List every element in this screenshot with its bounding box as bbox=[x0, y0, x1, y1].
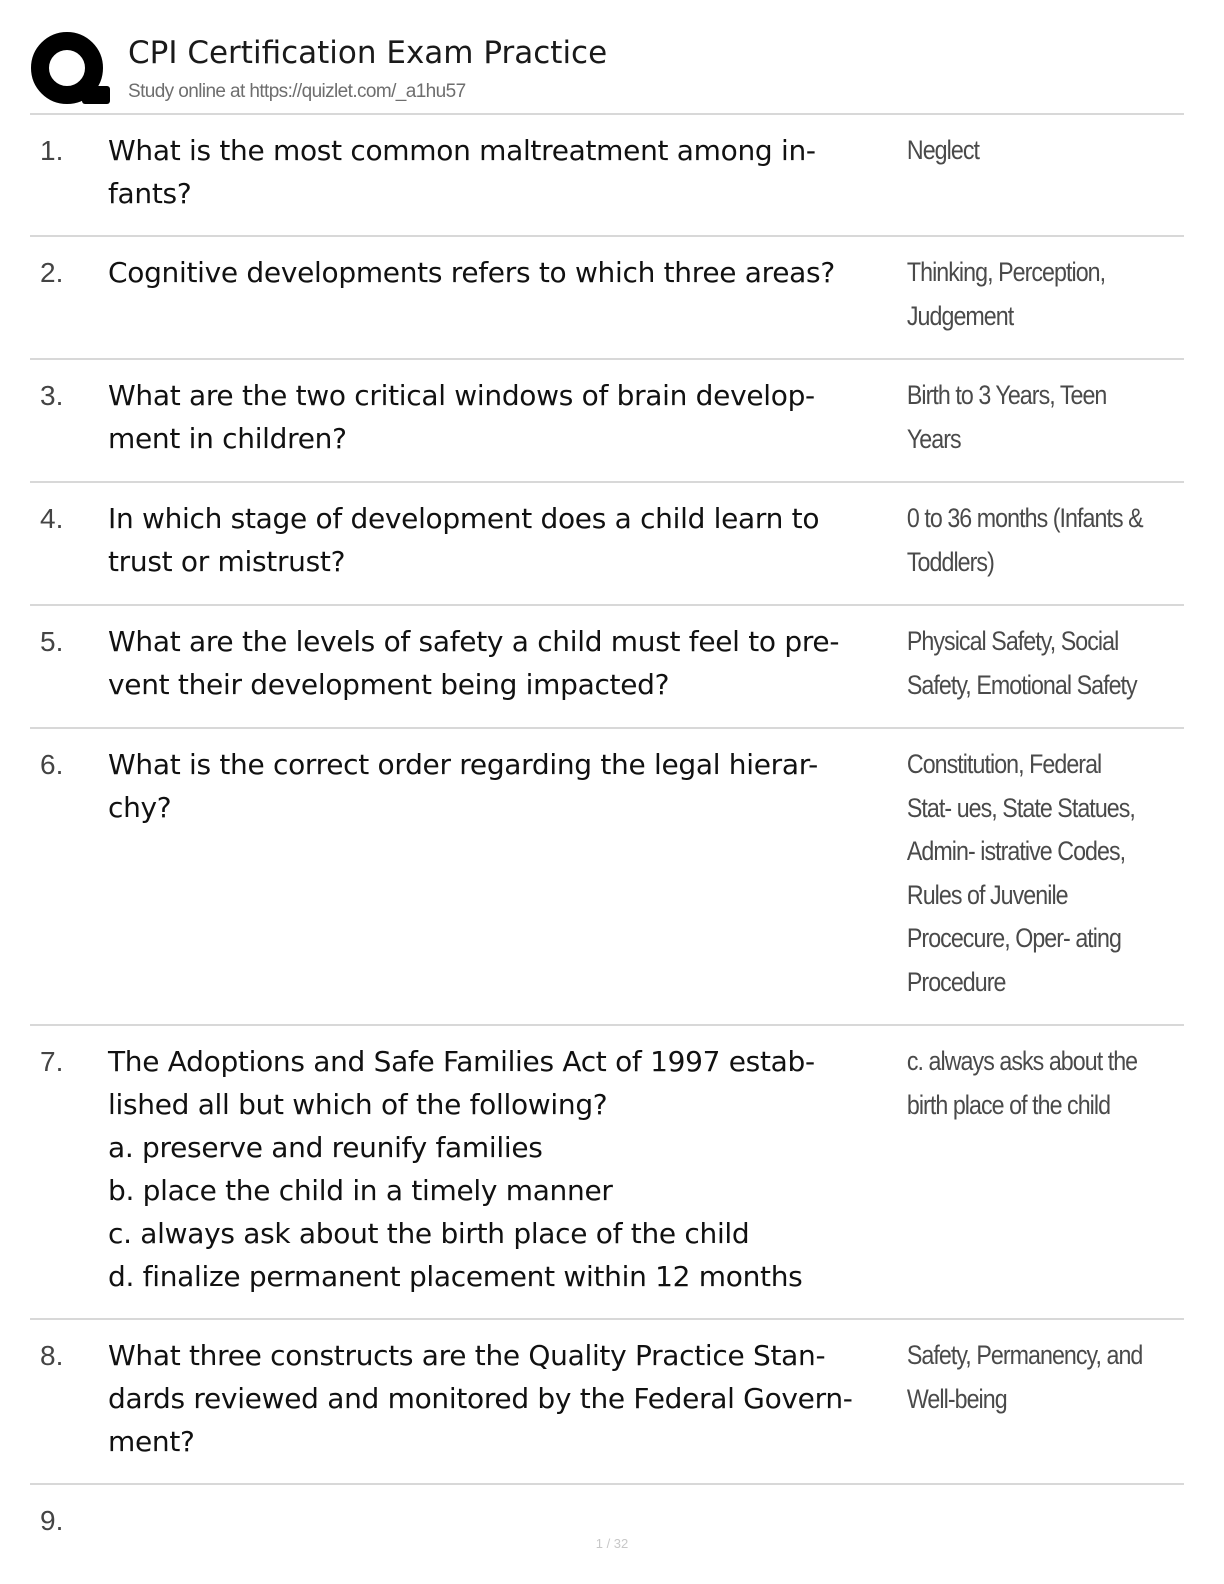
page-number: 1 / 32 bbox=[595, 1536, 629, 1551]
question-line: vent their development being impacted? bbox=[108, 668, 670, 701]
card-question bbox=[108, 1334, 900, 1463]
card-number: 1. bbox=[40, 135, 64, 166]
question-line: fants? bbox=[108, 177, 192, 210]
card-answer: Safety, Permanency, and Well-being bbox=[906, 1340, 1143, 1414]
card-answer: Constitution, Federal Stat- ues, State Statues, Admin- istrative Codes, Rules of Juvenile Procecure, Oper- ating Procedure bbox=[906, 749, 1135, 997]
question-line: What are the two critical windows of brain develop- bbox=[108, 379, 815, 412]
card-number: 6. bbox=[40, 749, 64, 780]
card-number: 3. bbox=[40, 380, 64, 411]
card-number: 5. bbox=[40, 626, 64, 657]
answer-option-b: b. place the child in a timely manner bbox=[108, 1174, 613, 1207]
flashcard-row bbox=[30, 1026, 1184, 1320]
card-question bbox=[108, 129, 900, 215]
card-answer: Neglect bbox=[906, 135, 979, 165]
flashcard-row bbox=[30, 1320, 1184, 1485]
question-line: What are the levels of safety a child must feel to pre- bbox=[108, 625, 840, 658]
card-number: 7. bbox=[40, 1046, 64, 1077]
page-title: CPI Certification Exam Practice bbox=[128, 35, 608, 71]
card-number: 2. bbox=[40, 257, 64, 288]
card-answer: Physical Safety, Social Safety, Emotional Safety bbox=[906, 626, 1137, 700]
question-line: What is the most common maltreatment among in- bbox=[108, 134, 816, 167]
card-number: 9. bbox=[40, 1505, 64, 1536]
answer-option-d: d. finalize permanent placement within 12 months bbox=[108, 1260, 803, 1293]
question-line: lished all but which of the following? bbox=[108, 1088, 608, 1121]
card-question bbox=[108, 374, 900, 461]
question-line: What is the correct order regarding the legal hierar- bbox=[108, 748, 818, 781]
card-number: 8. bbox=[40, 1340, 64, 1371]
question-line: ment? bbox=[108, 1425, 195, 1458]
question-line: dards reviewed and monitored by the Federal Govern- bbox=[108, 1382, 853, 1415]
flashcard-row bbox=[30, 483, 1184, 606]
question-line: What three constructs are the Quality Practice Stan- bbox=[108, 1339, 826, 1372]
study-online-link-text: Study online at https://quizlet.com/_a1hu57 bbox=[128, 81, 466, 102]
question-line: The Adoptions and Safe Families Act of 1997 estab- bbox=[108, 1045, 815, 1078]
flashcard-list bbox=[30, 115, 1184, 1562]
card-question bbox=[108, 1040, 900, 1298]
card-question bbox=[108, 497, 900, 584]
card-question bbox=[108, 743, 900, 1004]
card-answer: Birth to 3 Years, Teen Years bbox=[906, 380, 1107, 454]
card-answer: 0 to 36 months (Infants & Toddlers) bbox=[906, 503, 1143, 577]
question-line: Cognitive developments refers to which three areas? bbox=[108, 256, 835, 289]
flashcard-row bbox=[30, 729, 1184, 1026]
answer-option-c: c. always ask about the birth place of the child bbox=[108, 1217, 750, 1250]
card-answer: c. always asks about the birth place of the child bbox=[906, 1046, 1138, 1120]
flashcard-row bbox=[30, 606, 1184, 729]
card-question bbox=[108, 620, 900, 707]
quizlet-logo-icon bbox=[30, 30, 112, 110]
flashcard-row bbox=[30, 237, 1184, 360]
question-line: In which stage of development does a child learn to bbox=[108, 502, 820, 535]
question-line: ment in children? bbox=[108, 422, 347, 455]
question-line: trust or mistrust? bbox=[108, 545, 346, 578]
card-answer: Thinking, Perception, Judgement bbox=[906, 257, 1106, 331]
card-question bbox=[108, 251, 900, 338]
flashcard-row bbox=[30, 360, 1184, 483]
flashcard-row bbox=[30, 115, 1184, 237]
question-line: chy? bbox=[108, 791, 172, 824]
answer-option-a: a. preserve and reunify families bbox=[108, 1131, 543, 1164]
page-header bbox=[30, 28, 1184, 115]
card-number: 4. bbox=[40, 503, 64, 534]
